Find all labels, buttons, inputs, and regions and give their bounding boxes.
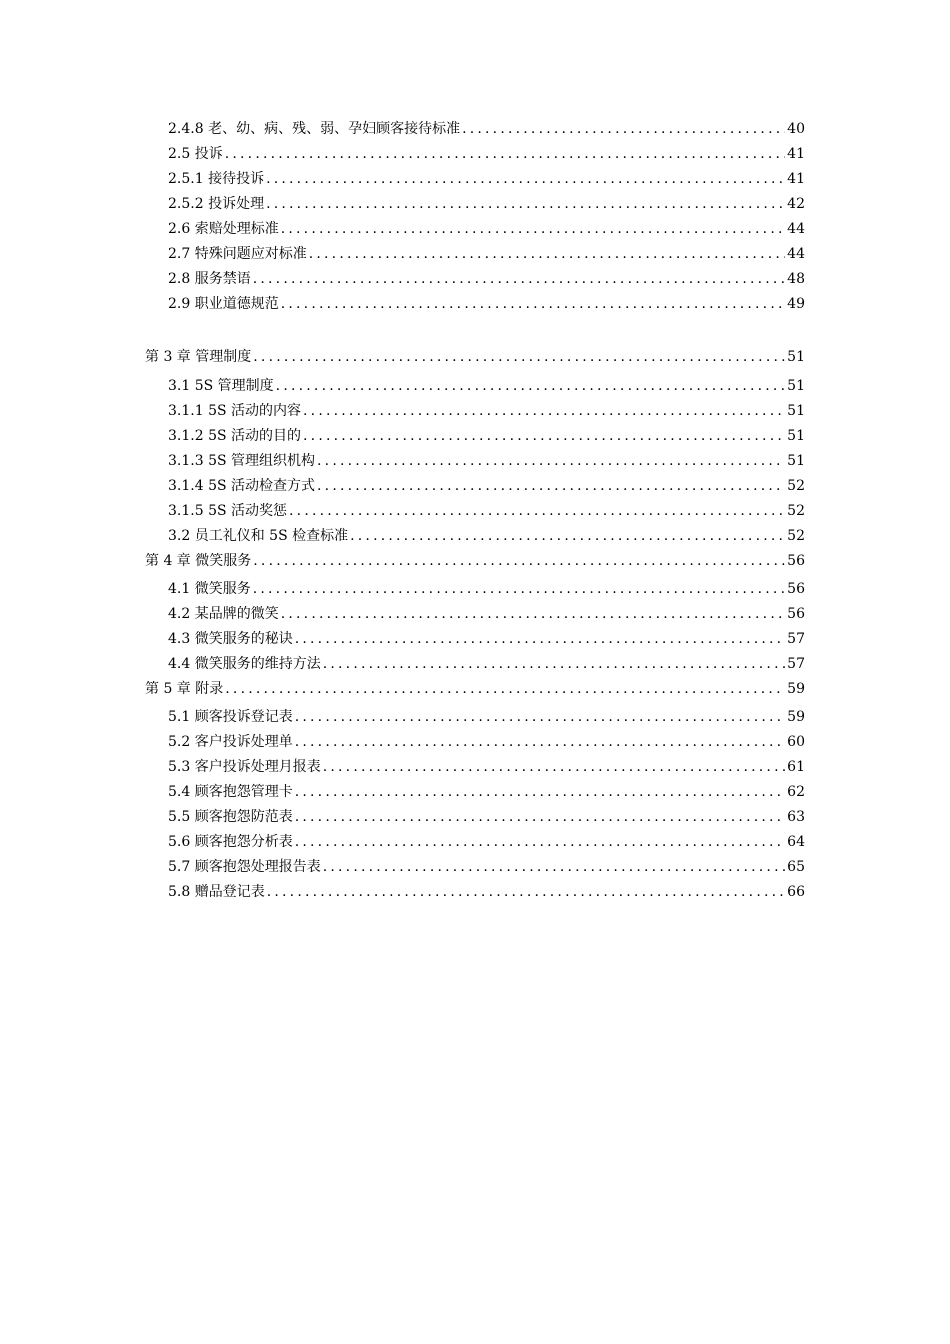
toc-entry-number: 2.7 [168,246,191,262]
toc-page-number: 51 [787,403,805,419]
toc-entry-title [168,708,293,726]
toc-dot-leader [266,170,785,188]
toc-page-number: 52 [787,528,805,544]
toc-page-number: 42 [787,196,805,212]
toc-dot-leader [317,477,785,495]
toc-section-entry[interactable] [0,854,805,876]
toc-dot-leader [317,452,785,470]
toc-page-number: 62 [787,784,805,800]
toc-page-number: 59 [787,681,805,697]
toc-entry-title [168,295,279,313]
toc-section-entry[interactable] [0,241,805,263]
toc-entry-label: 管理制度 [195,349,252,365]
toc-entry-label: 接待投诉 [208,171,265,187]
toc-entry-number: 3.1.2 [168,428,204,444]
toc-entry-label: 顾客抱怨管理卡 [194,784,293,800]
toc-entry-title [168,858,321,876]
toc-entry-title [168,502,287,520]
toc-entry-title [168,605,279,623]
toc-entry-number: 5.2 [168,734,191,750]
toc-page-number: 56 [787,606,805,622]
toc-section-entry[interactable] [0,498,805,520]
toc-entry-title [168,270,251,288]
toc-dot-leader [295,708,785,726]
toc-dot-leader [303,427,785,445]
toc-entry-title [168,527,348,545]
toc-section-entry[interactable] [0,216,805,238]
toc-section-entry[interactable] [0,291,805,313]
toc-entry-label: 微笑服务的秘诀 [194,631,293,647]
toc-entry-label: 5S 活动检查方式 [208,478,316,494]
toc-page-number: 56 [787,581,805,597]
toc-page-number: 49 [787,296,805,312]
toc-entry-number: 5.7 [168,859,191,875]
toc-entry-number: 5.8 [168,884,191,900]
toc-entry-label: 客户投诉处理单 [194,734,293,750]
toc-dot-leader [253,552,785,570]
toc-dot-leader [225,145,785,163]
toc-entry-title [168,655,321,673]
toc-entry-title [168,883,265,901]
toc-page-number: 65 [787,859,805,875]
toc-entry-number: 2.5.1 [168,171,204,187]
toc-dot-leader [281,605,785,623]
toc-dot-leader [253,348,785,366]
toc-entry-number: 3.1.4 [168,478,204,494]
toc-entry-label: 赠品登记表 [194,884,265,900]
toc-entry-title [168,833,293,851]
toc-page-number: 44 [787,246,805,262]
toc-entry-title [168,808,293,826]
toc-entry-title [168,170,264,188]
toc-page-number: 57 [787,656,805,672]
toc-entry-number: 第 5 章 [145,681,191,697]
toc-entry-number: 5.5 [168,809,191,825]
toc-dot-leader [295,783,785,801]
toc-entry-label: 微笑服务的维持方法 [194,656,321,672]
toc-section-entry[interactable] [0,448,805,470]
toc-entry-label: 索赔处理标准 [194,221,279,237]
toc-entry-title [168,120,460,138]
toc-page-number: 48 [787,271,805,287]
toc-entry-label: 员工礼仪和 5S 检查标准 [194,528,349,544]
toc-page-number: 61 [787,759,805,775]
toc-entry-title [168,580,251,598]
toc-chapter-entry[interactable] [0,344,805,366]
toc-page-number: 51 [787,378,805,394]
toc-page-number: 51 [787,428,805,444]
toc-page-number: 63 [787,809,805,825]
toc-section-entry[interactable] [0,373,805,395]
toc-entry-label: 特殊问题应对标准 [194,246,307,262]
toc-entry-label: 微笑服务 [194,581,251,597]
toc-section-entry[interactable] [0,779,805,801]
toc-entry-label: 老、幼、病、残、弱、孕妇顾客接待标准 [208,121,461,137]
toc-page-number: 41 [787,171,805,187]
toc-dot-leader [281,295,785,313]
toc-entry-title [168,477,315,495]
toc-entry-number: 3.1.3 [168,453,204,469]
toc-dot-leader [295,833,785,851]
toc-entry-label: 顾客抱怨分析表 [194,834,293,850]
toc-dot-leader [266,195,785,213]
toc-entry-title [168,145,223,163]
toc-entry-number: 2.6 [168,221,191,237]
toc-entry-number: 2.9 [168,296,191,312]
toc-chapter-entry[interactable] [0,548,805,570]
toc-dot-leader [276,377,786,395]
toc-entry-label: 顾客抱怨防范表 [194,809,293,825]
toc-entry-number: 2.8 [168,271,191,287]
toc-section-entry[interactable] [0,879,805,901]
toc-entry-label: 5S 活动的目的 [208,428,302,444]
toc-entry-number: 4.3 [168,631,191,647]
toc-entry-title [145,680,223,698]
toc-page-number: 40 [787,121,805,137]
toc-page-number: 41 [787,146,805,162]
toc-section-entry[interactable] [0,266,805,288]
toc-dot-leader [323,758,785,776]
toc-entry-label: 服务禁语 [194,271,251,287]
toc-entry-number: 2.4.8 [168,121,204,137]
toc-entry-title [168,402,301,420]
toc-dot-leader [267,883,785,901]
toc-entry-number: 5.3 [168,759,191,775]
toc-entry-number: 2.5 [168,146,191,162]
toc-section-entry[interactable] [0,829,805,851]
toc-dot-leader [295,808,785,826]
toc-entry-label: 客户投诉处理月报表 [194,759,321,775]
toc-page-number: 56 [787,553,805,569]
toc-entry-number: 4.1 [168,581,191,597]
toc-entry-number: 4.4 [168,656,191,672]
toc-dot-leader [350,527,785,545]
toc-entry-title [168,377,274,395]
toc-dot-leader [323,655,785,673]
toc-dot-leader [309,245,785,263]
toc-section-entry[interactable] [0,166,805,188]
toc-page-number: 60 [787,734,805,750]
toc-dot-leader [253,580,785,598]
toc-page-number: 52 [787,478,805,494]
toc-entry-title [168,245,307,263]
toc-section-entry[interactable] [0,116,805,138]
toc-section-entry[interactable] [0,651,805,673]
toc-entry-title [168,452,315,470]
toc-page-number: 66 [787,884,805,900]
toc-page-number: 57 [787,631,805,647]
toc-dot-leader [462,120,785,138]
toc-entry-label: 顾客投诉登记表 [194,709,293,725]
toc-dot-leader [289,502,785,520]
toc-entry-number: 5.4 [168,784,191,800]
toc-dot-leader [323,858,785,876]
toc-entry-title [168,195,264,213]
toc-entry-number: 3.2 [168,528,191,544]
toc-section-entry[interactable] [0,704,805,726]
toc-entry-label: 投诉 [194,146,223,162]
toc-entry-label: 5S 管理组织机构 [208,453,316,469]
toc-entry-title [168,630,293,648]
toc-dot-leader [281,220,785,238]
toc-section-entry[interactable] [0,626,805,648]
toc-section-entry[interactable] [0,601,805,623]
toc-dot-leader [253,270,785,288]
toc-entry-title [145,552,251,570]
toc-section-entry[interactable] [0,141,805,163]
toc-entry-label: 附录 [195,681,224,697]
toc-entry-title [168,758,321,776]
toc-dot-leader [303,402,785,420]
toc-entry-number: 3.1 [168,378,191,394]
toc-entry-label: 5S 活动的内容 [208,403,302,419]
toc-entry-label: 投诉处理 [208,196,265,212]
toc-section-entry[interactable] [0,729,805,751]
toc-page-number: 59 [787,709,805,725]
toc-entry-label: 微笑服务 [195,553,252,569]
toc-section-entry[interactable] [0,754,805,776]
toc-section-entry[interactable] [0,398,805,420]
toc-entry-number: 3.1.1 [168,403,204,419]
toc-entry-title [168,733,293,751]
toc-dot-leader [295,733,785,751]
toc-entry-title [145,348,251,366]
toc-entry-number: 4.2 [168,606,191,622]
toc-entry-number: 第 3 章 [145,349,191,365]
toc-entry-label: 职业道德规范 [194,296,279,312]
toc-page-number: 51 [787,349,805,365]
toc-entry-number: 5.6 [168,834,191,850]
toc-entry-label: 5S 管理制度 [194,378,274,394]
toc-section-entry[interactable] [0,576,805,598]
toc-section-entry[interactable] [0,523,805,545]
toc-chapter-entry[interactable] [0,676,805,698]
toc-page-number: 64 [787,834,805,850]
toc-entry-label: 某品牌的微笑 [194,606,279,622]
toc-entry-number: 2.5.2 [168,196,204,212]
toc-section-entry[interactable] [0,423,805,445]
toc-section-entry[interactable] [0,473,805,495]
toc-entry-number: 5.1 [168,709,191,725]
toc-dot-leader [225,680,785,698]
toc-entry-title [168,220,279,238]
toc-entry-title [168,427,301,445]
toc-entry-label: 5S 活动奖惩 [208,503,288,519]
toc-section-entry[interactable] [0,804,805,826]
toc-page-number: 52 [787,503,805,519]
toc-entry-label: 顾客抱怨处理报告表 [194,859,321,875]
toc-page-number: 44 [787,221,805,237]
toc-entry-title [168,783,293,801]
toc-page-number: 51 [787,453,805,469]
toc-dot-leader [295,630,785,648]
toc-entry-number: 3.1.5 [168,503,204,519]
toc-section-entry[interactable] [0,191,805,213]
toc-entry-number: 第 4 章 [145,553,191,569]
